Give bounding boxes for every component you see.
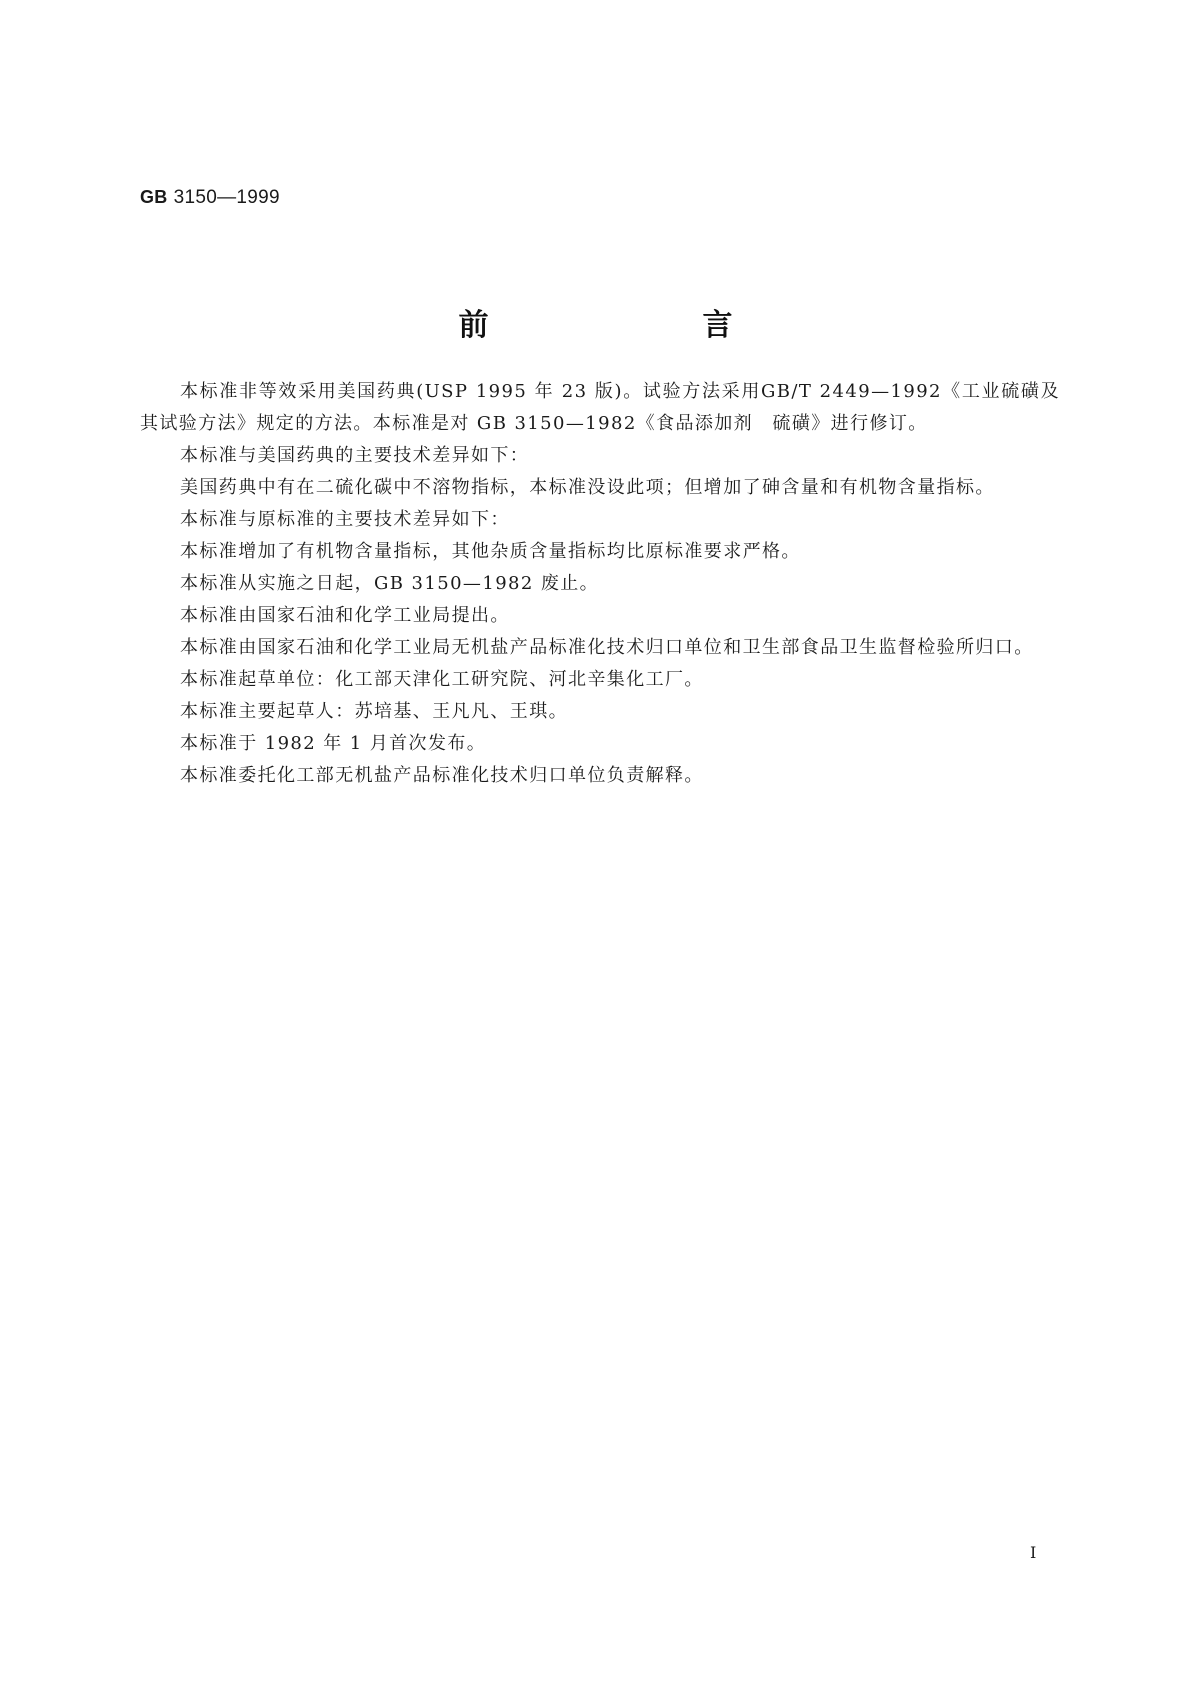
paragraph: 本标准委托化工部无机盐产品标准化技术归口单位负责解释。 (180, 765, 704, 786)
standard-code (140, 186, 280, 209)
paragraph: 本标准主要起草人：苏培基、王凡凡、王琪。 (180, 701, 568, 722)
paragraph: 本标准由国家石油和化学工业局提出。 (180, 605, 510, 626)
page-number: I (1030, 1543, 1037, 1562)
page-title: 前 言 (458, 308, 825, 343)
foreword-body (140, 376, 1060, 792)
paragraph: 本标准于 1982 年 1 月首次发布。 (180, 733, 487, 754)
paragraph: 本标准与美国药典的主要技术差异如下： (180, 445, 530, 466)
paragraph: 本标准由国家石油和化学工业局无机盐产品标准化技术归口单位和卫生部食品卫生监督检验所归口。 (180, 637, 1034, 658)
standard-code-number: 3150—1999 (173, 187, 280, 208)
paragraph: 本标准增加了有机物含量指标，其他杂质含量指标均比原标准要求严格。 (180, 541, 801, 562)
paragraph: 本标准起草单位：化工部天津化工研究院、河北辛集化工厂。 (180, 669, 704, 690)
paragraph: 美国药典中有在二硫化碳中不溶物指标，本标准没设此项；但增加了砷含量和有机物含量指标。 (180, 477, 995, 498)
paragraph: 本标准与原标准的主要技术差异如下： (180, 509, 510, 530)
paragraph: 本标准非等效采用美国药典(USP 1995 年 23 版)。试验方法采用GB/T 2449—1992《工业硫磺及其试验方法》规定的方法。本标准是对 GB 3150—1982《食品添加剂 硫磺》进行修订。 (140, 381, 1060, 434)
paragraph: 本标准从实施之日起，GB 3150—1982 废止。 (180, 573, 600, 594)
standard-code-prefix: GB (140, 187, 168, 207)
